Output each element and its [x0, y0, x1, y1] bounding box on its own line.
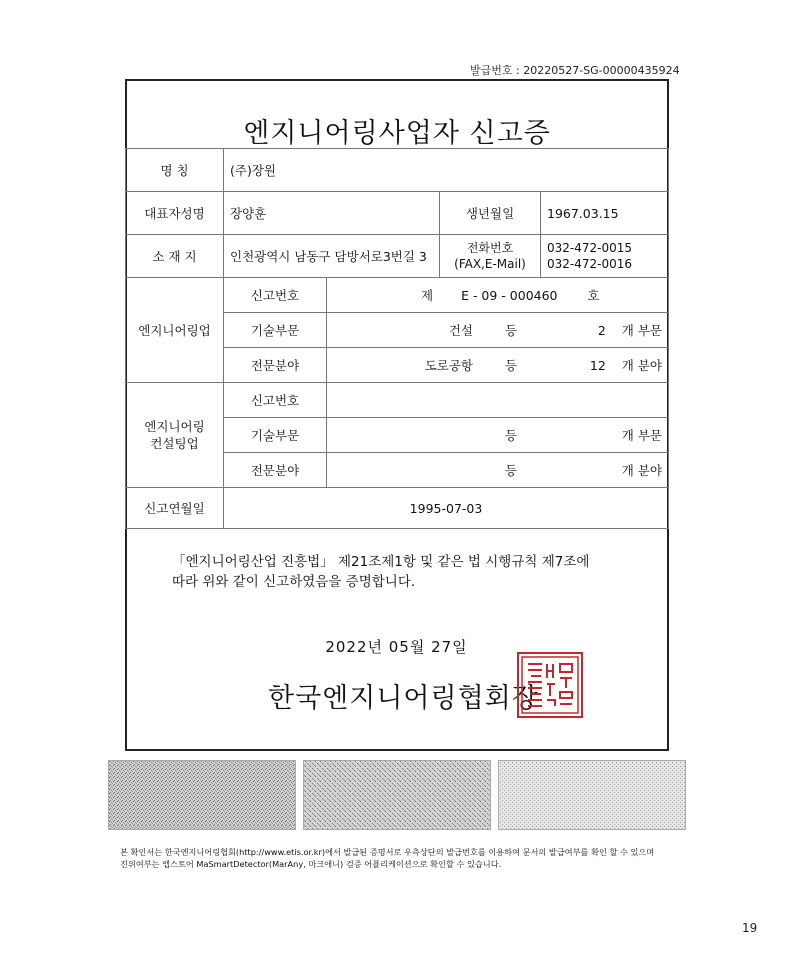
eng-tech-cell: [327, 313, 669, 348]
report-date-row: [126, 488, 669, 529]
statement-line-2: 따라 위와 같이 신고하였음을 증명합니다.: [172, 574, 416, 590]
cons-field-label: 전문분야: [224, 453, 327, 488]
representative-value: 장양훈: [224, 192, 440, 235]
eng-tech-label: 기술부문: [224, 313, 327, 348]
security-pattern-2: [303, 760, 491, 830]
page-number: 19: [742, 921, 758, 935]
statement-line-1: 「엔지니어링산업 진흥법」 제21조제1항 및 같은 법 시행규칙 제7조에: [172, 554, 590, 570]
cons-field-cell: [327, 453, 669, 488]
issuer-name: 한국엔지니어링협회장: [268, 683, 539, 714]
issue-date: 2022년 05월 27일: [325, 638, 468, 656]
engineering-section-label: 엔지니어링업: [126, 278, 224, 383]
verification-footer: [120, 846, 654, 870]
cons-tech-unit: 개 부문: [621, 428, 662, 443]
cons-reg-row: [126, 383, 669, 418]
cons-field-etc: 등: [505, 463, 518, 478]
eng-field-value: 도로공항: [424, 358, 473, 373]
cons-reg-cell: [327, 383, 669, 418]
address-value: 인천광역시 남동구 담방서로3번길 3: [224, 235, 440, 278]
cons-field-unit: 개 분야: [621, 463, 662, 478]
security-pattern-1: [108, 760, 296, 830]
consulting-section-label: 엔지니어링 컨설팅업: [126, 383, 224, 488]
cons-tech-label: 기술부문: [224, 418, 327, 453]
eng-reg-label: 신고번호: [224, 278, 327, 313]
footer-line-2: 진위여부는 앱스토어 MaSmartDetector(MarAny, 마크애니) 검증 어플리케이션으로 확인할 수 있습니다.: [120, 859, 502, 869]
company-value: (주)장원: [224, 149, 669, 192]
eng-reg-row: [126, 278, 669, 313]
official-seal-icon: [517, 652, 583, 718]
certification-statement: [172, 552, 589, 592]
representative-row: [126, 192, 669, 235]
phone-values: [541, 235, 669, 278]
company-label: 명 칭: [126, 149, 224, 192]
fax-number: 032-472-0016: [547, 257, 633, 271]
representative-label: 대표자성명: [126, 192, 224, 235]
address-row: [126, 235, 669, 278]
birth-label: 생년월일: [440, 192, 541, 235]
eng-field-label: 전문분야: [224, 348, 327, 383]
eng-reg-value: E - 09 - 000460: [461, 287, 558, 303]
report-date-value: 1995-07-03: [224, 488, 669, 529]
birth-value: 1967.03.15: [541, 192, 669, 235]
certificate-table: [125, 148, 669, 529]
report-date-label: 신고연월일: [126, 488, 224, 529]
eng-tech-unit: 개 부문: [621, 323, 662, 338]
cons-tech-cell: [327, 418, 669, 453]
cons-reg-label: 신고번호: [224, 383, 327, 418]
eng-tech-count: 2: [597, 322, 606, 338]
phone-number: 032-472-0015: [547, 241, 633, 255]
eng-field-etc: 등: [505, 358, 518, 373]
security-pattern-3: [498, 760, 686, 830]
eng-reg-cell: [327, 278, 669, 313]
eng-reg-prefix: 제: [421, 288, 434, 303]
eng-reg-suffix: 호: [587, 288, 600, 303]
cons-tech-etc: 등: [505, 428, 518, 443]
phone-label: 전화번호 (FAX,E-Mail): [440, 235, 541, 278]
issue-number: 발급번호 : 20220527-SG-00000435924: [470, 64, 680, 77]
certificate-title: 엔지니어링사업자 신고증: [243, 118, 551, 149]
footer-line-1: 본 확인서는 한국엔지니어링협회(http://www.etis.or.kr)에서 발급된 증명서로 우측상단의 발급번호를 이용하여 문서의 발급여부를 확인 할 수 있으며: [120, 847, 655, 857]
eng-field-unit: 개 분야: [621, 358, 662, 373]
company-row: [126, 149, 669, 192]
eng-tech-etc: 등: [505, 323, 518, 338]
eng-field-count: 12: [589, 357, 606, 373]
eng-tech-value: 건설: [448, 323, 473, 338]
address-label: 소 재 지: [126, 235, 224, 278]
eng-field-cell: [327, 348, 669, 383]
